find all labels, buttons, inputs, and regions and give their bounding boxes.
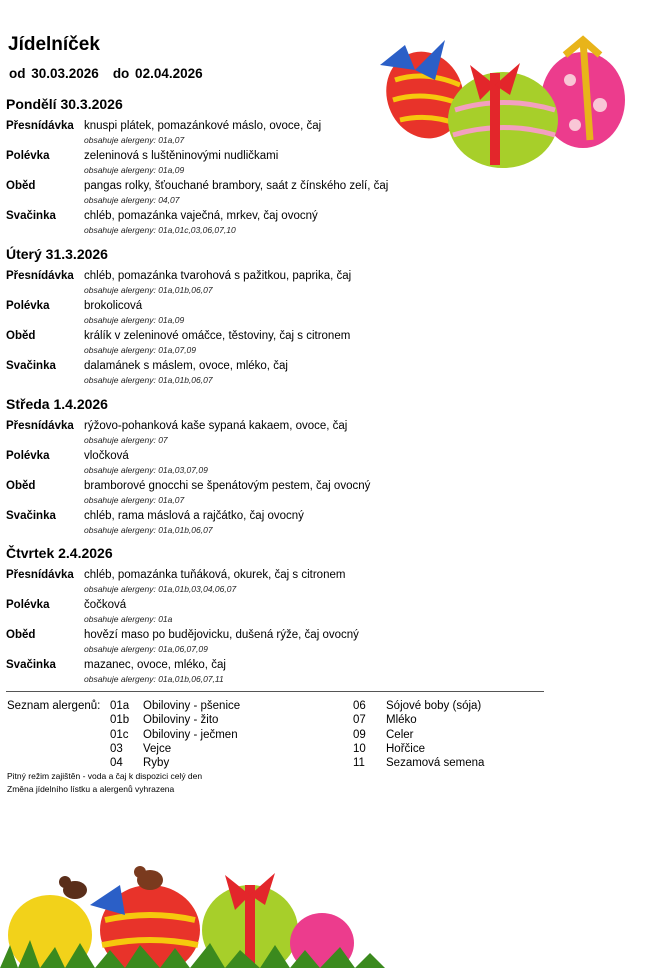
meal-text: pangas rolky, šťouchané brambory, saát z čínského zelí, čaj (84, 180, 389, 192)
meal-allergens: obsahuje alergeny: 01a,01b,06,07 (84, 285, 213, 295)
allergen-list-right (353, 699, 484, 770)
meal-text: králík v zeleninové omáčce, těstoviny, čaj s citronem (84, 330, 351, 342)
allergen-item (110, 713, 240, 727)
allergen-name: Mléko (386, 714, 417, 727)
allergen-name: Celer (386, 728, 414, 741)
meal-allergens: obsahuje alergeny: 01a,07,09 (84, 345, 197, 355)
note: Pitný režim zajištěn - voda a čaj k dispozici celý den (7, 771, 203, 781)
meal-row (6, 629, 546, 659)
allergen-list-label: Seznam alergenů: (7, 700, 101, 712)
allergen-code: 10 (353, 742, 366, 755)
meal-row (6, 300, 546, 330)
meal-text: zeleninová s luštěninovými nudličkami (84, 150, 279, 162)
allergen-code: 09 (353, 728, 366, 741)
allergen-item (353, 756, 484, 770)
meal-text: chléb, rama máslová a rajčátko, čaj ovocný (84, 510, 304, 522)
allergen-name: Obiloviny - pšenice (143, 700, 241, 712)
meal-row (6, 569, 546, 599)
allergen-item (353, 699, 484, 713)
meal-allergens: obsahuje alergeny: 01a,01b,06,07,11 (84, 674, 224, 684)
divider (6, 691, 544, 692)
meal-allergens: obsahuje alergeny: 07 (84, 435, 168, 445)
allergen-code: 01b (110, 714, 130, 727)
meal-row (6, 360, 546, 390)
meal-allergens: obsahuje alergeny: 01a,07 (84, 495, 185, 505)
meal-label: Přesnídávka (6, 569, 74, 581)
meal-text: dalamánek s máslem, ovoce, mléko, čaj (84, 360, 288, 372)
allergen-code: 04 (110, 757, 123, 770)
allergen-item (110, 742, 240, 756)
meal-allergens: obsahuje alergeny: 01a,09 (84, 165, 185, 175)
allergen-item (110, 728, 240, 742)
allergen-item (110, 699, 240, 713)
meal-allergens: obsahuje alergeny: 04,07 (84, 195, 180, 205)
meal-allergens: obsahuje alergeny: 01a,01b,06,07 (84, 375, 213, 385)
meal-row (6, 210, 546, 240)
meal-text: knuspi plátek, pomazánkové máslo, ovoce, čaj (84, 120, 322, 132)
allergen-code: 07 (353, 714, 366, 727)
day-heading: Středa 1.4.2026 (6, 396, 108, 412)
meal-row (6, 330, 546, 360)
day-heading: Pondělí 30.3.2026 (6, 96, 123, 112)
allergen-code: 01a (110, 700, 130, 712)
meal-label: Svačinka (6, 360, 56, 372)
meal-label: Přesnídávka (6, 270, 74, 282)
easter-eggs-top-image (375, 25, 630, 175)
meal-text: hovězí maso po budějovicku, dušená rýže, čaj ovocný (84, 629, 359, 641)
allergen-name: Obiloviny - ječmen (143, 728, 238, 741)
day-heading: Čtvrtek 2.4.2026 (6, 545, 113, 561)
meal-row (6, 480, 546, 510)
meal-allergens: obsahuje alergeny: 01a,07 (84, 135, 185, 145)
meal-text: chléb, pomazánka tvarohová s pažitkou, paprika, čaj (84, 270, 352, 282)
meal-allergens: obsahuje alergeny: 01a,09 (84, 315, 185, 325)
allergen-code: 01c (110, 728, 129, 741)
meal-row (6, 270, 546, 300)
meal-row (6, 659, 546, 689)
meal-allergens: obsahuje alergeny: 01a,03,07,09 (84, 465, 208, 475)
easter-eggs-bottom-image (0, 855, 400, 968)
meal-row (6, 599, 546, 629)
meal-label: Polévka (6, 599, 50, 611)
allergen-item (353, 713, 484, 727)
allergen-name: Vejce (143, 742, 172, 755)
allergen-name: Sójové boby (sója) (386, 700, 482, 712)
notes (7, 770, 202, 796)
meal-allergens: obsahuje alergeny: 01a,01b,03,04,06,07 (84, 584, 237, 594)
allergen-code: 03 (110, 742, 123, 755)
page-title: Jídelníček (8, 34, 100, 55)
meal-label: Oběd (6, 330, 36, 342)
meal-label: Svačinka (6, 510, 56, 522)
meal-label: Oběd (6, 480, 36, 492)
meal-text: brokolicová (84, 300, 143, 312)
meal-text: rýžovo-pohanková kaše sypaná kakaem, ovoce, čaj (84, 420, 348, 432)
meal-text: mazanec, ovoce, mléko, čaj (84, 659, 226, 671)
day-heading: Úterý 31.3.2026 (6, 246, 108, 262)
meal-label: Přesnídávka (6, 120, 74, 132)
allergen-code: 06 (353, 700, 366, 712)
meal-label: Přesnídávka (6, 420, 74, 432)
allergen-list-left (110, 699, 240, 770)
meal-text: chléb, pomazánka vaječná, mrkev, čaj ovocný (84, 210, 318, 222)
allergen-item (110, 756, 240, 770)
day-section (6, 545, 546, 689)
meal-label: Polévka (6, 150, 50, 162)
meal-row (6, 420, 546, 450)
meal-allergens: obsahuje alergeny: 01a (84, 614, 173, 624)
meal-text: bramborové gnocchi se špenátovým pestem, čaj ovocný (84, 480, 371, 492)
allergen-name: Sezamová semena (386, 757, 485, 770)
allergen-item (353, 742, 484, 756)
day-section (6, 246, 546, 390)
meal-row (6, 180, 546, 210)
meal-text: chléb, pomazánka tuňáková, okurek, čaj s citronem (84, 569, 346, 581)
meal-text: čočková (84, 599, 127, 611)
meal-allergens: obsahuje alergeny: 01a,01c,03,06,07,10 (84, 225, 236, 235)
meal-label: Oběd (6, 629, 36, 641)
meal-label: Polévka (6, 450, 50, 462)
meal-allergens: obsahuje alergeny: 01a,06,07,09 (84, 644, 208, 654)
date-to: do 02.04.2026 (112, 66, 203, 81)
meal-row (6, 450, 546, 480)
note: Změna jídelního lístku a alergenů vyhrazena (7, 784, 175, 794)
allergen-item (353, 728, 484, 742)
meal-label: Oběd (6, 180, 36, 192)
allergen-name: Ryby (143, 757, 170, 770)
date-from: od 30.03.2026 (9, 66, 99, 81)
meal-row (6, 510, 546, 540)
day-section (6, 396, 546, 540)
meal-label: Svačinka (6, 210, 56, 222)
meal-allergens: obsahuje alergeny: 01a,01b,06,07 (84, 525, 213, 535)
date-range (9, 66, 217, 81)
allergen-name: Hořčice (386, 742, 425, 755)
meal-label: Polévka (6, 300, 50, 312)
meal-text: vločková (84, 450, 129, 462)
allergen-name: Obiloviny - žito (143, 714, 219, 727)
allergen-code: 11 (353, 757, 365, 770)
meal-label: Svačinka (6, 659, 56, 671)
